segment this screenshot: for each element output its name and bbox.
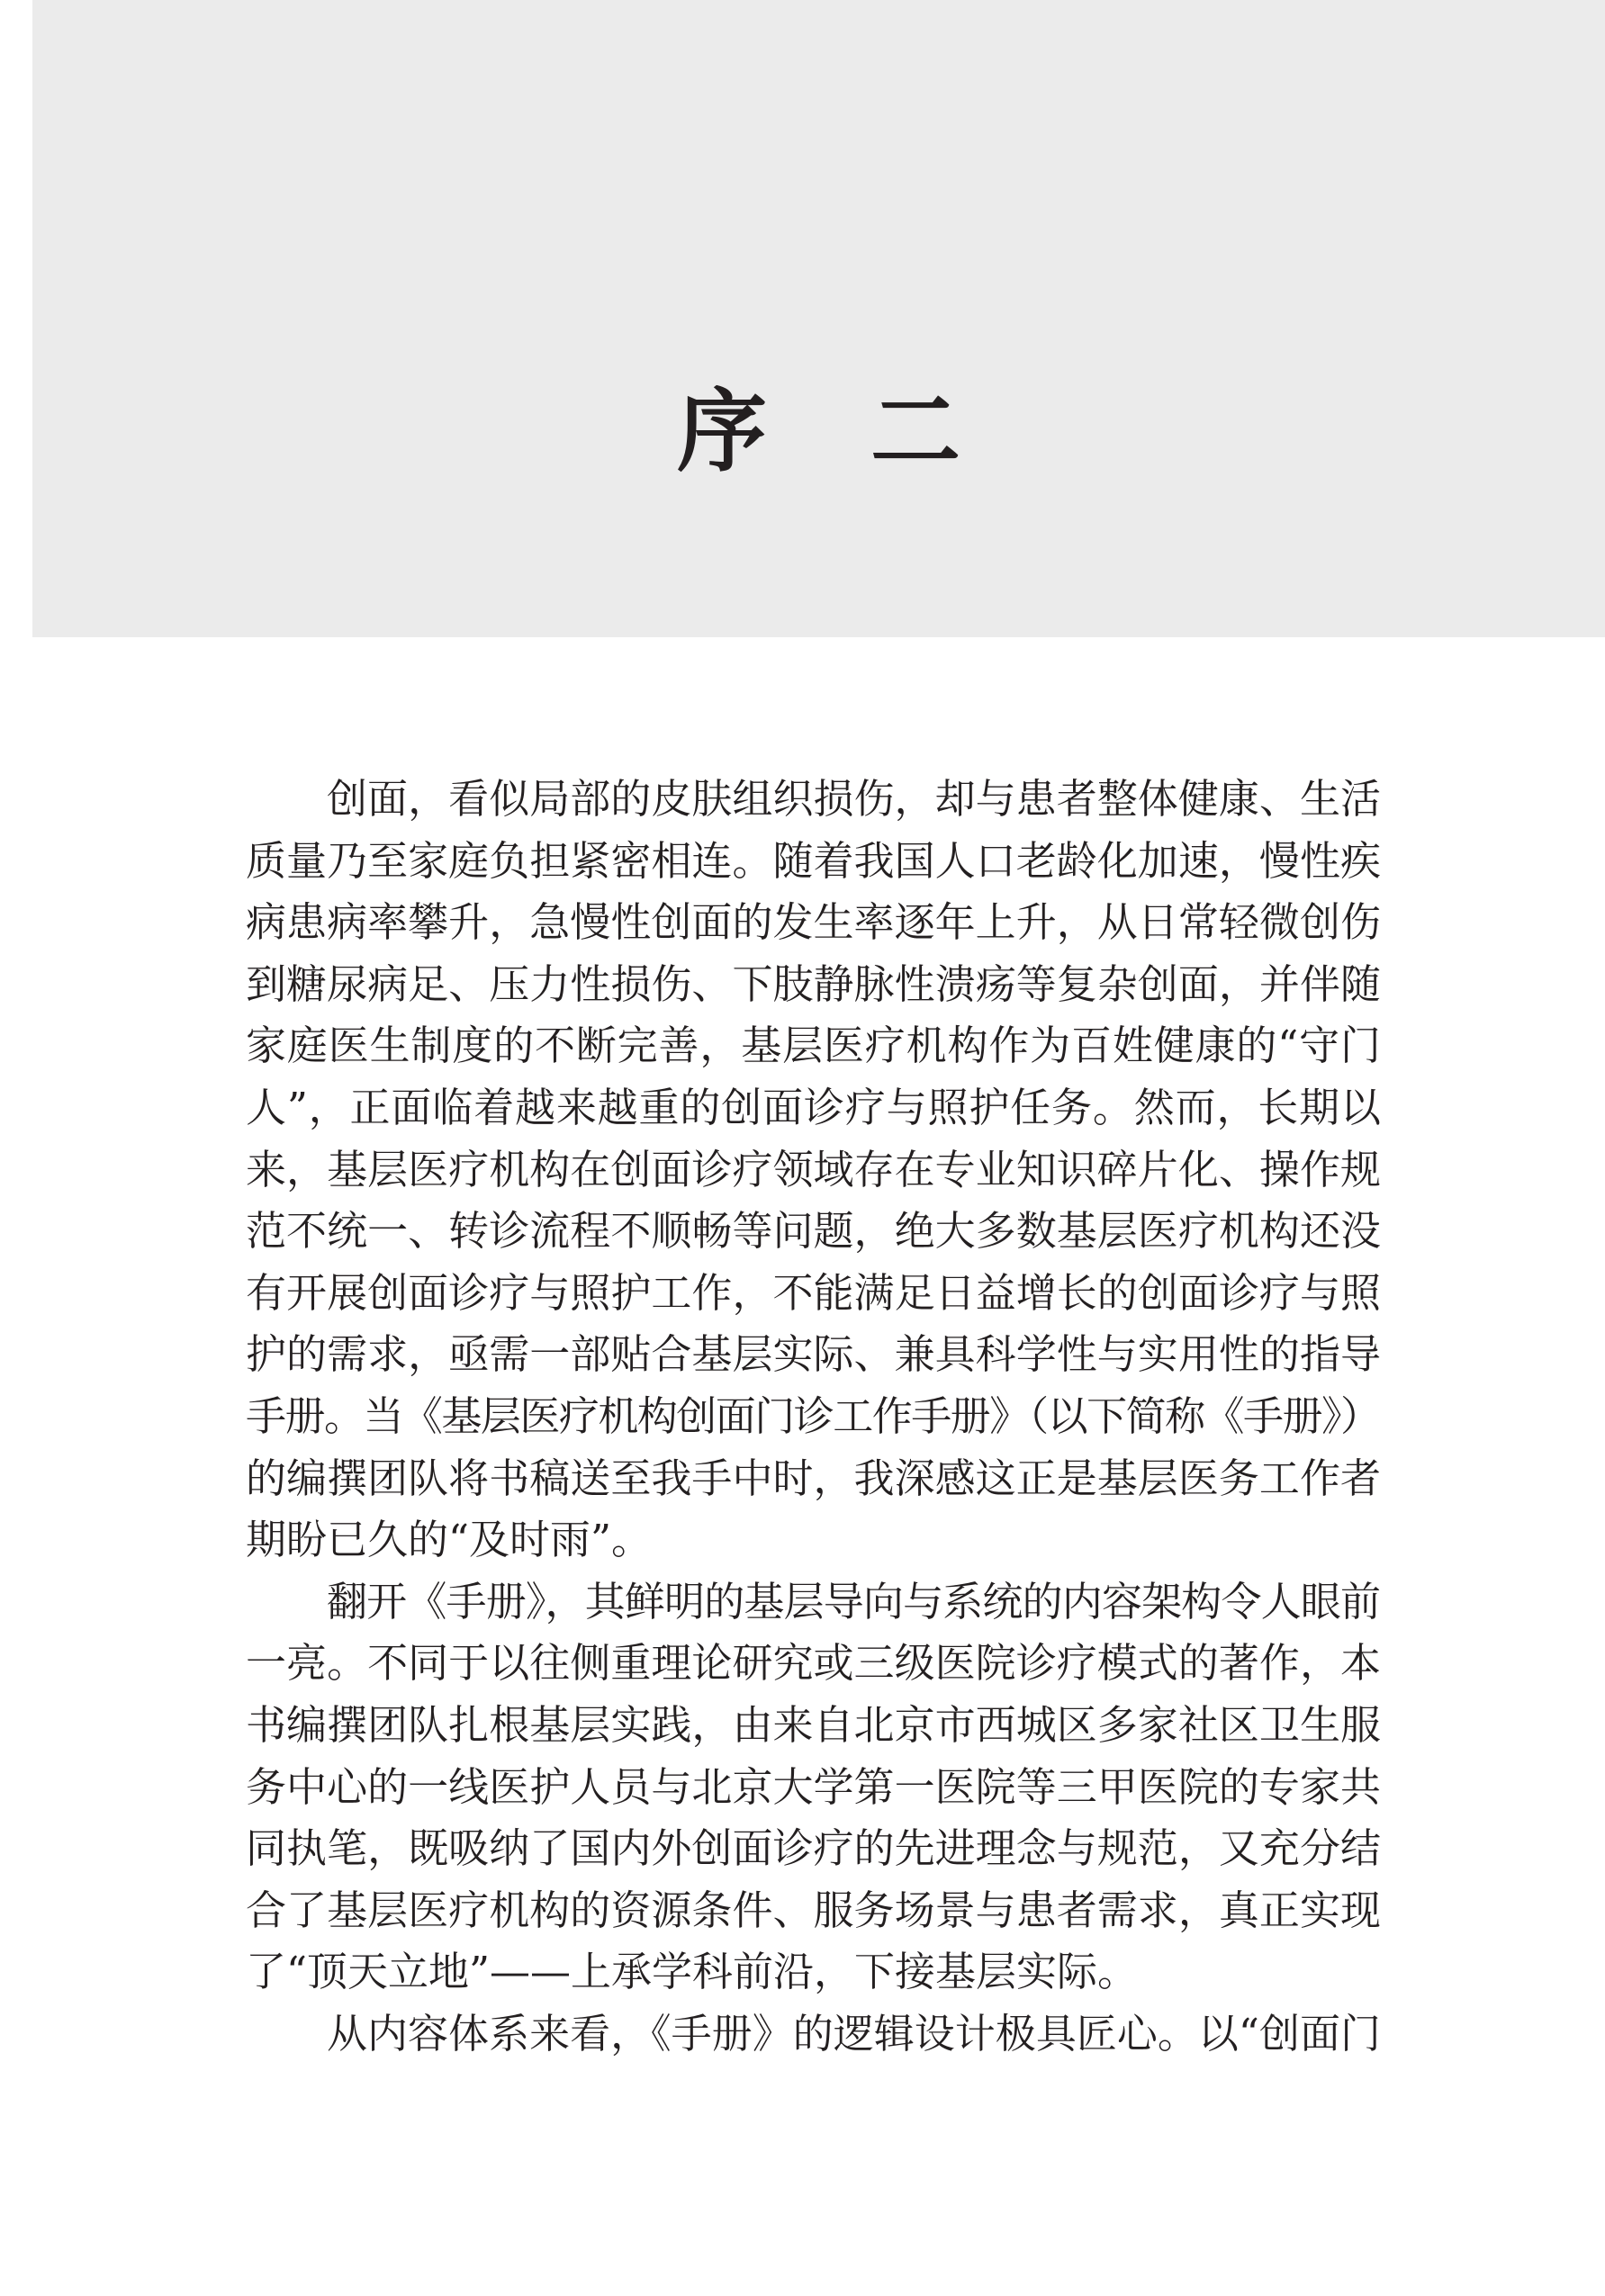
text-line xyxy=(246,1880,1381,1942)
text-line-content: 来，基层医疗机构在创面诊疗领域存在专业知识碎片化、操作规 xyxy=(246,1145,1382,1193)
text-line xyxy=(246,1509,1381,1571)
text-line-content: 有开展创面诊疗与照护工作，不能满足日益增长的创面诊疗与照 xyxy=(246,1268,1382,1317)
text-line-content: 到糖尿病足、压力性损伤、下肢静脉性溃疡等复杂创面，并伴随 xyxy=(246,959,1382,1008)
text-line xyxy=(246,1571,1381,1634)
paragraph xyxy=(246,1571,1381,2003)
text-line xyxy=(246,831,1381,893)
text-line xyxy=(246,1695,1381,1757)
text-line-content: 家庭医生制度的不断完善，基层医疗机构作为百姓健康的“守门 xyxy=(246,1022,1382,1070)
text-line-content: 创面，看似局部的皮肤组织损伤，却与患者整体健康、生活 xyxy=(327,775,1382,823)
text-line-content: 从内容体系来看，《手册》的逻辑设计极具匠心。以“创面门 xyxy=(327,2009,1382,2057)
text-line xyxy=(246,1448,1381,1510)
body-text xyxy=(246,769,1381,2065)
text-line-content: 同执笔，既吸纳了国内外创面诊疗的先进理念与规范，又充分结 xyxy=(246,1824,1382,1873)
text-line-content: 人”，正面临着越来越重的创面诊疗与照护任务。然而，长期以 xyxy=(246,1083,1382,1131)
text-line-content: 翻开《手册》，其鲜明的基层导向与系统的内容架构令人眼前 xyxy=(327,1577,1381,1625)
text-line-content: 护的需求，亟需一部贴合基层实际、兼具科学性与实用性的指导 xyxy=(246,1330,1382,1379)
text-line-content: 一亮。不同于以往侧重理论研究或三级医院诊疗模式的著作，本 xyxy=(246,1639,1382,1688)
text-line-content: 手册。当《基层医疗机构创面门诊工作手册》（以下简称《手册》） xyxy=(246,1391,1380,1440)
text-line xyxy=(246,1263,1381,1325)
text-line xyxy=(246,1633,1381,1695)
text-line xyxy=(246,1201,1381,1263)
text-line xyxy=(246,954,1381,1016)
text-line-content: 期盼已久的“及时雨”。 xyxy=(246,1516,653,1564)
text-line-content: 书编撰团队扎根基层实践，由来自北京市西城区多家社区卫生服 xyxy=(246,1700,1382,1749)
text-line-content: 合了基层医疗机构的资源条件、服务场景与患者需求，真正实现 xyxy=(246,1886,1382,1934)
text-line xyxy=(246,769,1381,831)
text-line xyxy=(246,892,1381,954)
text-line-content: 的编撰团队将书稿送至我手中时，我深感这正是基层医务工作者 xyxy=(246,1454,1382,1502)
text-line xyxy=(246,1015,1381,1077)
text-line-content: 了“顶天立地”——上承学科前沿，下接基层实际。 xyxy=(246,1948,1139,1996)
text-line-content: 务中心的一线医护人员与北京大学第一医院等三甲医院的专家共 xyxy=(246,1762,1382,1811)
paragraph xyxy=(246,2003,1381,2066)
text-line xyxy=(246,1139,1381,1202)
text-line xyxy=(246,1324,1381,1386)
text-line xyxy=(246,1386,1381,1448)
header-band xyxy=(32,0,1605,637)
paragraph xyxy=(246,769,1381,1571)
text-line xyxy=(246,1818,1381,1880)
text-line xyxy=(246,2003,1381,2066)
text-line xyxy=(246,1077,1381,1139)
page-title: 序二 xyxy=(677,379,1064,484)
text-line xyxy=(246,1757,1381,1819)
text-line-content: 病患病率攀升，急慢性创面的发生率逐年上升，从日常轻微创伤 xyxy=(246,898,1382,947)
text-line xyxy=(246,1941,1381,2003)
text-line-content: 质量乃至家庭负担紧密相连。随着我国人口老龄化加速，慢性疾 xyxy=(246,836,1382,885)
text-line-content: 范不统一、转诊流程不顺畅等问题，绝大多数基层医疗机构还没 xyxy=(246,1207,1382,1256)
